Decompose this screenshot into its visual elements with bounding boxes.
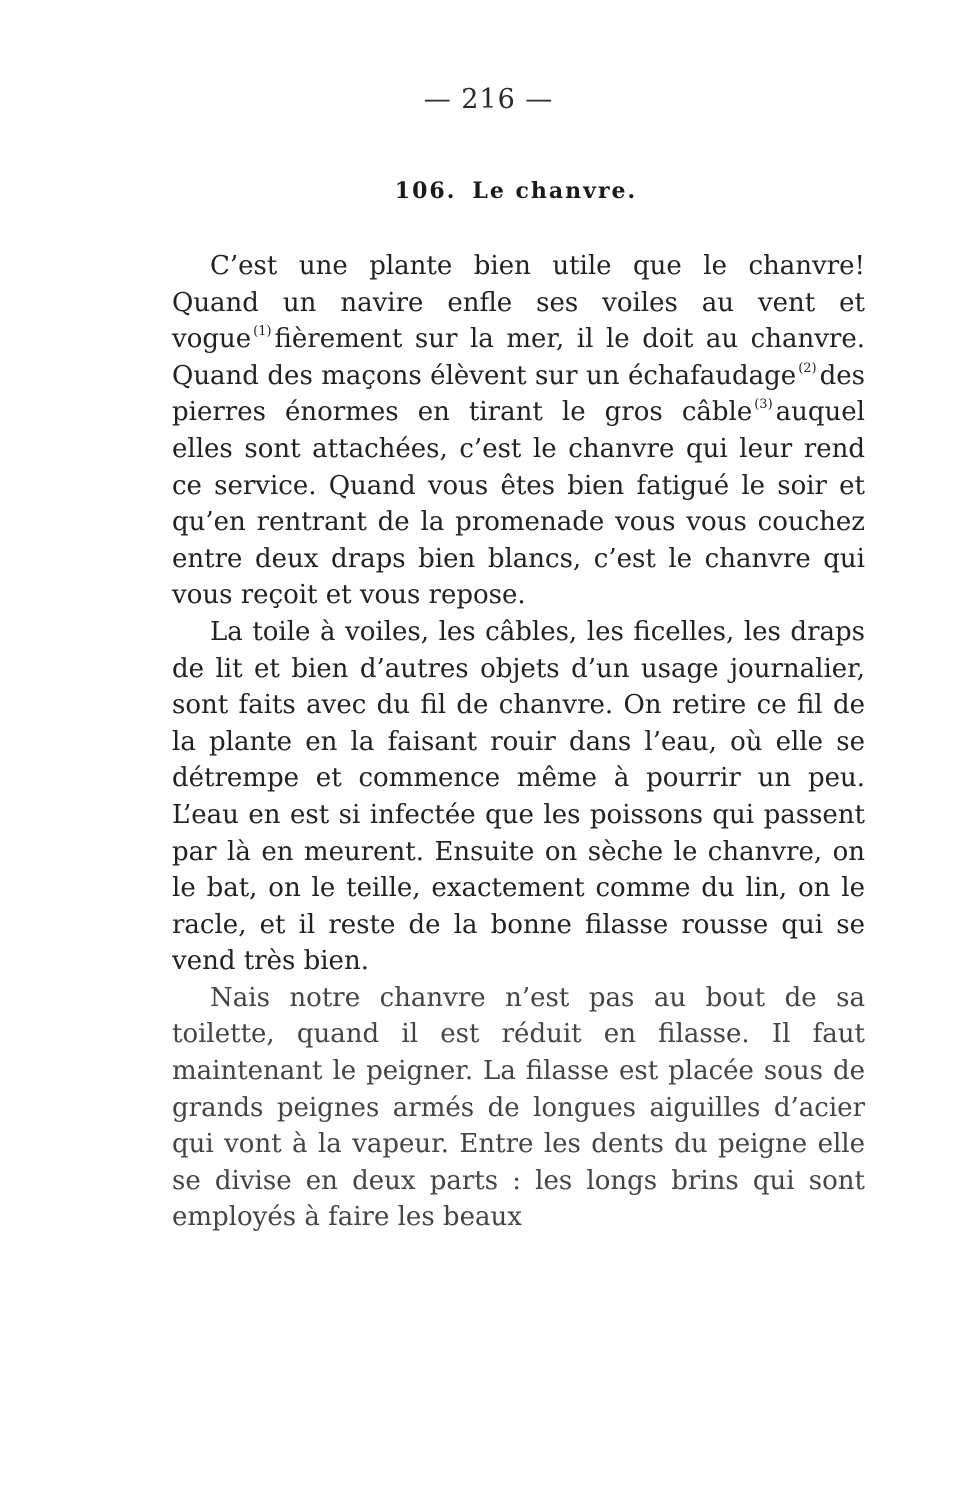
- paragraph-1-part-4: auquel elles sont attachées, c’est le chanvre qui leur rend ce service. Quand vous êtes bien fatigué le soir et qu’en rentrant de la promenade vous vous couchez entre deux draps bien blancs, c’est le chanvre qui vous reçoit et vous repose.: [172, 397, 865, 611]
- footnote-ref-2: (2): [798, 360, 817, 376]
- section-title: Le chanvre.: [472, 178, 638, 204]
- paragraph-3: Nais notre chanvre n’est pas au bout de sa toilette, quand il est réduit en filasse. Il faut maintenant le peigner. La filasse est placée sous de grands peignes armés de longues aiguilles d’acier qui vont à la vapeur. Entre les dents du peigne elle se divise en deux parts : les longs brins qui sont employés à faire les beaux: [172, 982, 865, 1233]
- paragraph-1-part-1: C’est une plante bien utile que le chanvre! Quand un navire enfle ses voiles au vent et vogue: [172, 251, 865, 355]
- body-text: [172, 248, 865, 1236]
- footnote-ref-1: (1): [253, 324, 272, 340]
- paragraph-1: [172, 248, 865, 614]
- section-number: 106.: [394, 178, 457, 204]
- paragraph-1-part-3: des pierres énormes en tirant le gros câble: [172, 360, 865, 428]
- footnote-ref-3: (3): [754, 397, 773, 413]
- paragraph-1-part-2: fièrement sur la mer, il le doit au chanvre. Quand des maçons élèvent sur un échafaudage: [172, 324, 865, 391]
- paragraph-2: La toile à voiles, les câbles, les ficelles, les draps de lit et bien d’autres objets d’un usage journalier, sont faits avec du fil de chanvre. On retire ce fil de la plante en la faisant rouir dans l’eau, où elle se détrempe et commence même à pourrir un peu. L’eau en est si infectée que les poissons qui passent par là en meurent. Ensuite on sèche le chanvre, on le bat, on le teille, exactement comme du lin, on le racle, et il reste de la bonne filasse rousse qui se vend très bien.: [172, 616, 865, 977]
- section-heading: [0, 178, 977, 204]
- page-number: — 216 —: [423, 84, 554, 115]
